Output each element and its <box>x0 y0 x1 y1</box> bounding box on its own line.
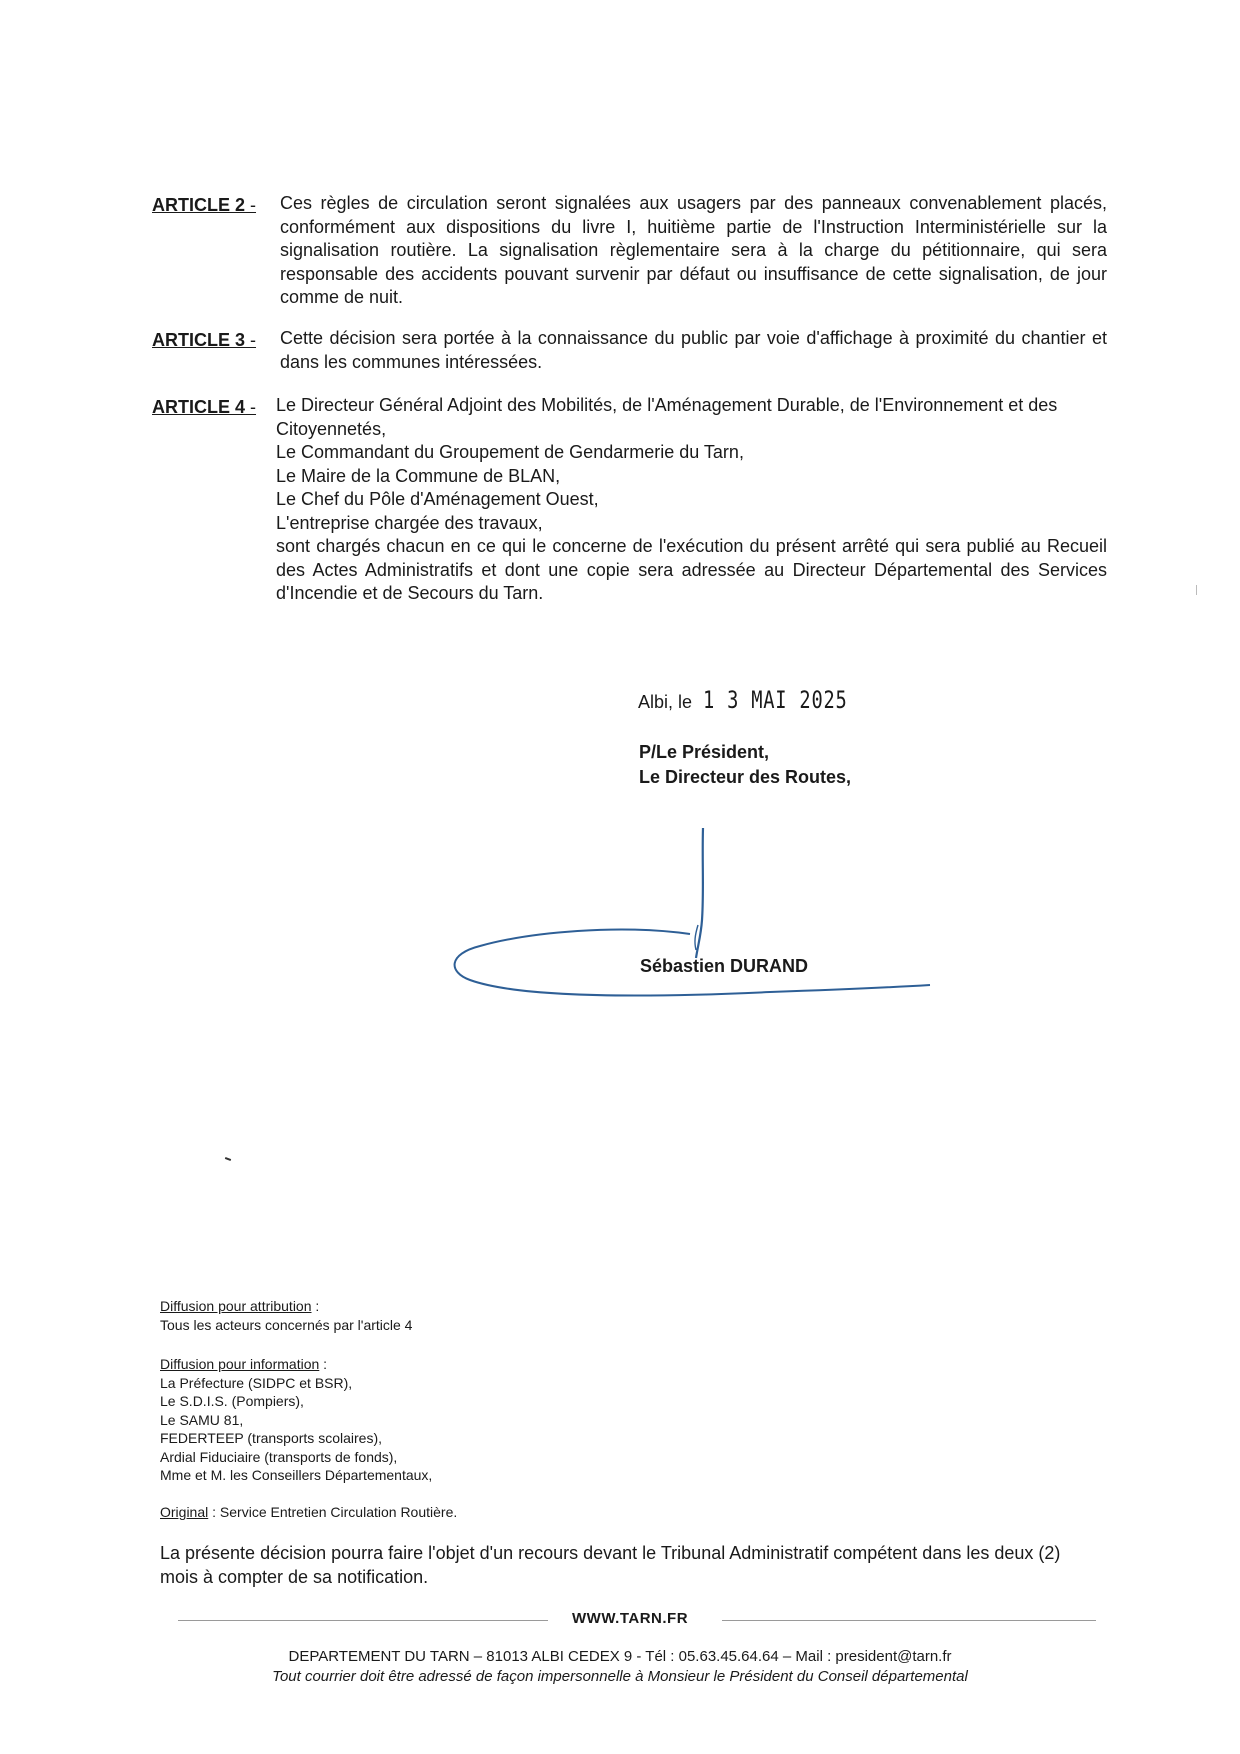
article-4-label: ARTICLE 4 - <box>152 397 257 417</box>
recours-notice: La présente décision pourra faire l'objet d'un recours devant le Tribunal Administratif compétent dans les deux (2) mois à compter de sa notification. <box>160 1543 1061 1587</box>
diffusion-information: Diffusion pour information : La Préfecture (SIDPC et BSR), Le S.D.I.S. (Pompiers), Le SAMU 81, FEDERTEEP (transports scolaires), Ardial Fiduciaire (transports de fonds), Mme et M. les Conseillers Départementaux, <box>160 1356 433 1483</box>
handwritten-signature <box>440 820 960 1020</box>
article-4 <box>152 394 1107 606</box>
diffusion-information-item: FEDERTEEP (transports scolaires), <box>160 1430 382 1446</box>
diffusion-attribution: Diffusion pour attribution : Tous les acteurs concernés par l'article 4 <box>160 1298 413 1333</box>
diffusion-attribution-item: Tous les acteurs concernés par l'article 4 <box>160 1316 413 1333</box>
article-3-text: Cette décision sera portée à la connaissance du public par voie d'affichage à proximité du chantier et dans les communes intéressées. <box>280 328 1107 372</box>
footer-note: Tout courrier doit être adressé de façon impersonnelle à Monsieur le Président du Conseil départemental <box>272 1668 968 1685</box>
footer-address: DEPARTEMENT DU TARN – 81013 ALBI CEDEX 9 - Tél : 05.63.45.64.64 – Mail : president@tarn.fr <box>288 1648 952 1665</box>
article-3 <box>152 327 1107 374</box>
original-title: Original <box>160 1504 209 1520</box>
date-stamp: 1 3 MAI 2025 <box>703 686 848 714</box>
place-date <box>638 686 888 714</box>
scan-edge-mark <box>1196 585 1197 595</box>
footer-website-link[interactable]: WWW.TARN.FR <box>572 1610 689 1627</box>
original-note <box>160 1504 457 1520</box>
signatory-line-2: Le Directeur des Routes, <box>639 767 852 787</box>
article-2-text: Ces règles de circulation seront signalées aux usagers par des panneaux convenablement placés, conformément aux dispositions du livre I, huitième partie de l'Instruction Interministérielle sur la signalisation routière. La signalisation règlementaire sera à la charge du pétitionnaire, qui sera responsable des accidents pouvant survenir par défaut ou insuffisance de cette signalisation, de jour comme de nuit. <box>280 193 1107 307</box>
article-3-label: ARTICLE 3 - <box>152 330 257 350</box>
article-4-line: Le Directeur Général Adjoint des Mobilités, de l'Aménagement Durable, de l'Environnement et des Citoyennetés, <box>276 395 1058 439</box>
footer-divider-right <box>722 1620 1096 1621</box>
article-4-line: Le Chef du Pôle d'Aménagement Ouest, <box>276 489 599 509</box>
diffusion-information-item: La Préfecture (SIDPC et BSR), <box>160 1374 353 1391</box>
footer-divider-left <box>178 1620 548 1621</box>
diffusion-information-item: Ardial Fiduciaire (transports de fonds), <box>160 1448 398 1465</box>
article-4-line: Le Maire de la Commune de BLAN, <box>276 465 561 486</box>
diffusion-information-item: Le S.D.I.S. (Pompiers), <box>160 1393 304 1409</box>
diffusion-attribution-title: Diffusion pour attribution <box>160 1298 312 1314</box>
signer-name: Sébastien DURAND <box>640 956 809 976</box>
article-2-label: ARTICLE 2 - <box>152 195 257 215</box>
article-4-closing: sont chargés chacun en ce qui le concerne de l'exécution du présent arrêté qui sera publié au Recueil des Actes Administratifs et dont une copie sera adressée au Directeur Départemental des Services d'Incendie et de Secours du Tarn. <box>276 536 1107 603</box>
diffusion-information-item: Le SAMU 81, <box>160 1411 244 1428</box>
place-label: Albi, le <box>638 692 693 712</box>
signatory-line-1: P/Le Président, <box>639 742 770 762</box>
diffusion-information-title: Diffusion pour information <box>160 1356 320 1372</box>
stray-mark <box>225 1157 231 1161</box>
signatory-block <box>639 740 851 790</box>
article-2 <box>152 192 1107 310</box>
original-text: : Service Entretien Circulation Routière. <box>208 1504 458 1520</box>
article-4-line: Le Commandant du Groupement de Gendarmerie du Tarn, <box>276 442 744 462</box>
diffusion-information-item: Mme et M. les Conseillers Départementaux, <box>160 1467 433 1483</box>
article-4-line: L'entreprise chargée des travaux, <box>276 512 543 533</box>
